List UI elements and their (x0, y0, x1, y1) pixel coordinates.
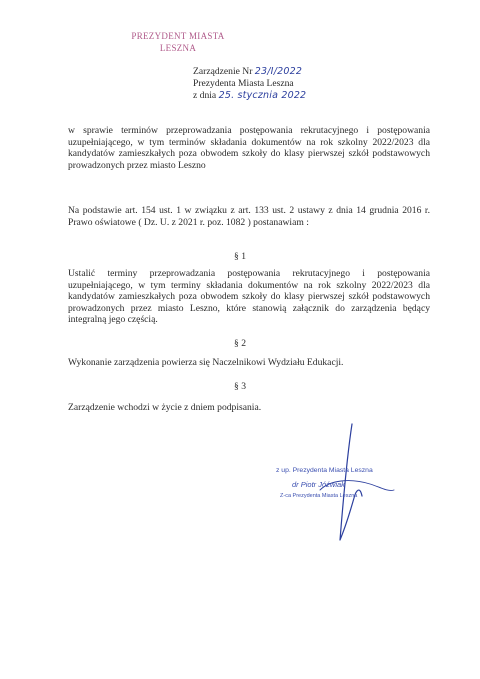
date-handwritten: 25. stycznia 2022 (218, 90, 307, 101)
ordinance-number-row (193, 66, 306, 78)
section-3-text: Zarządzenie wchodzi w życie z dniem podpisania. (68, 402, 262, 413)
issuer: Prezydenta Miasta Leszna (193, 78, 294, 89)
mayor-stamp (118, 30, 238, 54)
ordinance-subject: w sprawie terminów przeprowadzania postępowania rekrutacyjnego i postępowania uzupełniającego, w tym terminów składania dokumentów na rok szkolny 2022/2023 dla kandydatów zamieszkałych poza obwodem szkoły do klasy pierwszej szkół podstawowych prowadzonych przez miasto Leszno (68, 125, 430, 171)
section-3-mark: § 3 (234, 381, 246, 392)
stamp-line-1: PREZYDENT MIASTA (131, 31, 225, 41)
signature-authority: z up. Prezydenta Miasta Leszna (276, 467, 373, 474)
date-row (193, 90, 306, 102)
section-2-text: Wykonanie zarządzenia powierza się Naczelnikowi Wydziału Edukacji. (68, 357, 344, 368)
signatory-role: Z-ca Prezydenta Miasta Leszna (280, 493, 358, 499)
stamp-line-2: LESZNA (159, 43, 197, 53)
signature-stamp (276, 464, 416, 500)
legal-basis: Na podstawie art. 154 ust. 1 w związku z art. 133 ust. 2 ustawy z dnia 14 grudnia 2016 r. Prawo oświatowe ( Dz. U. z 2021 r. poz. 1082 ) postanawiam : (68, 205, 430, 228)
ordinance-label: Zarządzenie Nr (193, 66, 253, 77)
section-1-mark: § 1 (234, 251, 246, 262)
section-2-mark: § 2 (234, 338, 246, 349)
signatory-name: dr Piotr Jóźwiak (292, 480, 345, 489)
ordinance-header (193, 66, 306, 102)
ordinance-number-handwritten: 23/I/2022 (254, 66, 303, 77)
section-1-text: Ustalić terminy przeprowadzania postępowania rekrutacyjnego i postępowania uzupełniającego, w tym terminy składania dokumentów na rok szkolny 2022/2023 dla kandydatów zamieszkałych poza obwodem szkoły do klasy pierwszej szkół podstawowych prowadzonych przez miasto Leszno, które stanowią załącznik do zarządzenia będący integralną jego częścią. (68, 268, 430, 325)
date-prefix: z dnia (193, 90, 217, 101)
